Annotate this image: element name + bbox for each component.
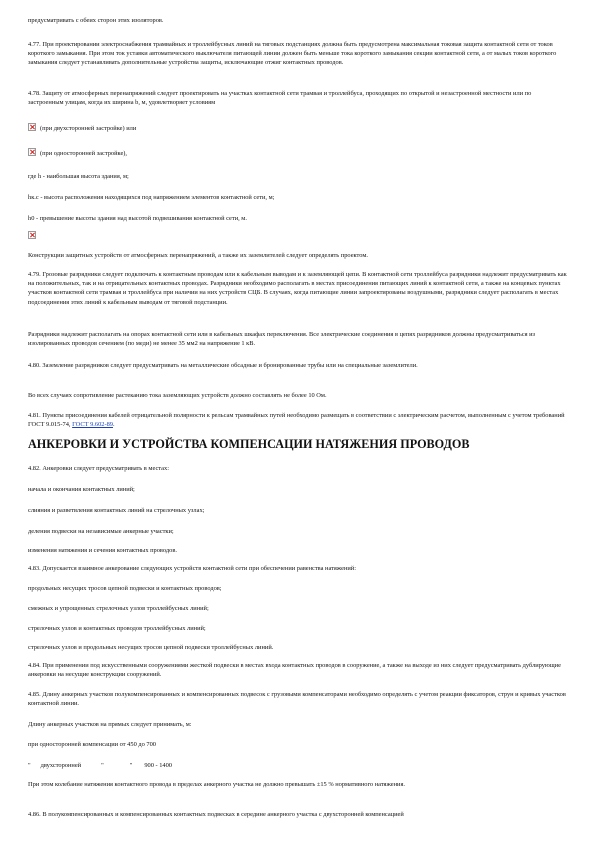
paragraph-tension-variation: При этом колебание натяжения контактного провода в пределах анкерного участка не должно превышать ±15 % нормативного натяжения. <box>28 781 406 788</box>
list-item: начала и окончания контактных линий; <box>28 486 135 493</box>
paragraph-4-81-text: 4.81. Пункты присоединения кабелей отрицательной полярности к рельсам трамвайных путей необходимо размещать в соответствии с электрическим расчетом, выполненным с учетом требований ГОСТ 9.015-74, <box>28 412 565 429</box>
ditto-mark: " <box>101 762 104 769</box>
formula-line-standalone <box>28 231 568 241</box>
paragraph-arresters-placement: Разрядники надлежит располагать на опорах контактной сети или в кабельных шкафах переключения. Все электрические соединения в цепях разрядников должны предусматриваться из изолированных проводов сечением (по меди) не менее 35 мм2 на напряжение 1 кВ. <box>28 331 536 348</box>
anchor-length-label: двухсторонней <box>40 762 82 769</box>
paragraph-anchor-length: Длину анкерных участков на прямых следует принимать, м: <box>28 721 192 728</box>
definition-h0: h0 - превышение высоты здания над высотой подвешивания контактной сети, м. <box>28 215 247 222</box>
paragraph-4-83: 4.83. Допускается взаимное анкерование следующих устройств контактной сети при обеспечении равенства натяжений: <box>28 565 356 572</box>
paragraph-4-82: 4.82. Анкеровки следует предусматривать в местах: <box>28 465 169 472</box>
anchor-length-value: 900 - 1400 <box>144 762 173 769</box>
paragraph-4-77: 4.77. При проектировании электроснабжения трамвайных и троллейбусных линий на тяговых подстанциях должна быть предусмотрена максимальная токовая защита контактной сети от токов короткого замыкания. При этом ток уставки автоматического выключателя питающей линии должен быть меньше тока короткого замыкания секции контактной сети, а от малых токов короткого замыкания следует устанавливать дополнительные устройства защиты, исключающие отжиг контактных проводов. <box>28 41 557 67</box>
anchor-length-one-sided: при односторонней компенсации от 450 до 700 <box>28 741 156 748</box>
list-item: стрелочных узлов и контактных проводов троллейбусных линий; <box>28 625 206 632</box>
broken-image-icon <box>28 123 36 131</box>
paragraph-4-85: 4.85. Длину анкерных участков полукомпенсированных и компенсированных подвесок с грузовыми компенсаторами необходимо определять с учетом реакции фиксаторов, струн и кривых участков контактной линии. <box>28 691 566 708</box>
broken-image-icon <box>28 231 36 239</box>
list-item: деления подвески на независимые анкерные участки; <box>28 528 174 535</box>
formula-line-two-sided <box>28 123 568 133</box>
paragraph-resistance: Во всех случаях сопротивление растеканию тока заземляющих устройств должно составлять не более 10 Ом. <box>28 392 327 399</box>
paragraph-4-84: 4.84. При применении под искусственными сооружениями жесткой подвески в местах входа контактных проводов в сооружение, а также на выходе из них следует предусматривать дублирующие анкеровки на несущие конструкции сооружений. <box>28 662 561 679</box>
paragraph-4-86: 4.86. В полукомпенсированных и компенсированных контактных подвесках в середине анкерного участка с двухсторонней компенсацией <box>28 811 404 818</box>
formula-line-one-sided <box>28 148 568 158</box>
definition-hks: hк.с - высота расположения находящихся под напряжением элементов контактной сети, м; <box>28 194 275 201</box>
ditto-mark: " <box>28 762 31 769</box>
paragraph-4-79: 4.79. Грозовые разрядники следует подключать к контактным проводам или к кабельным выводам и к заземляющей цепи. В контактной сети троллейбуса разрядники надлежит предусматривать как на положительных, так и на отрицательных контактных проводах. Разрядники необходимо располагать в местах присоединения питающих линий к контактной сети, а также на концевых пунктах участков контактной сети трамвая и троллейбуса при наличии на них устройств СЦБ. В случаях, когда питающие линии запроектированы воздушными, разрядники следует располагать в местах подсоединения этих линий к кабельным выводам от тяговой подстанции. <box>28 271 567 306</box>
paragraph-4-78: 4.78. Защиту от атмосферных перенапряжений следует проектировать на участках контактной сети трамвая и троллейбуса, проходящих по открытой и незастроенной местности или по застроенным улицам, когда их ширина b, м, удовлетворяет условиям <box>28 90 532 107</box>
formula-caption-one-sided: (при односторонней застройке), <box>40 150 128 157</box>
paragraph-4-81-end: . <box>113 421 115 429</box>
paragraph-continuation: предусматривать с обеих сторон этих изоляторов. <box>28 17 164 24</box>
list-item: смежных и упрощенных стрелочных узлов троллейбусных линий; <box>28 605 209 612</box>
paragraph-4-81 <box>28 411 568 429</box>
section-heading: АНКЕРОВКИ И УСТРОЙСТВА КОМПЕНСАЦИИ НАТЯЖЕНИЯ ПРОВОДОВ <box>28 437 470 451</box>
list-item: слияния и разветвления контактных линий на стрелочных узлах; <box>28 507 205 514</box>
list-item: продольных несущих тросов цепной подвески и контактных проводов; <box>28 585 222 592</box>
paragraph-constructions: Конструкции защитных устройств от атмосферных перенапряжений, а также их заземлителей следует определять проектом. <box>28 252 368 259</box>
ditto-mark: " <box>129 762 133 769</box>
definition-h: где h - наибольшая высота здания, м; <box>28 173 129 180</box>
list-item: стрелочных узлов и продольных несущих тросов цепной подвески троллейбусных линий. <box>28 644 274 651</box>
formula-caption-two-sided: (при двухсторонней застройке) или <box>40 125 137 132</box>
list-item: изменения натяжения и сечения контактных проводов. <box>28 547 177 554</box>
paragraph-4-80: 4.80. Заземление разрядников следует предусматривать на металлические обсадные и бронированные трубы или на специальные заземлители. <box>28 362 418 369</box>
anchor-length-two-sided <box>28 761 568 770</box>
gost-9-602-89-link[interactable]: ГОСТ 9.602-89 <box>72 421 113 429</box>
broken-image-icon <box>28 148 36 156</box>
